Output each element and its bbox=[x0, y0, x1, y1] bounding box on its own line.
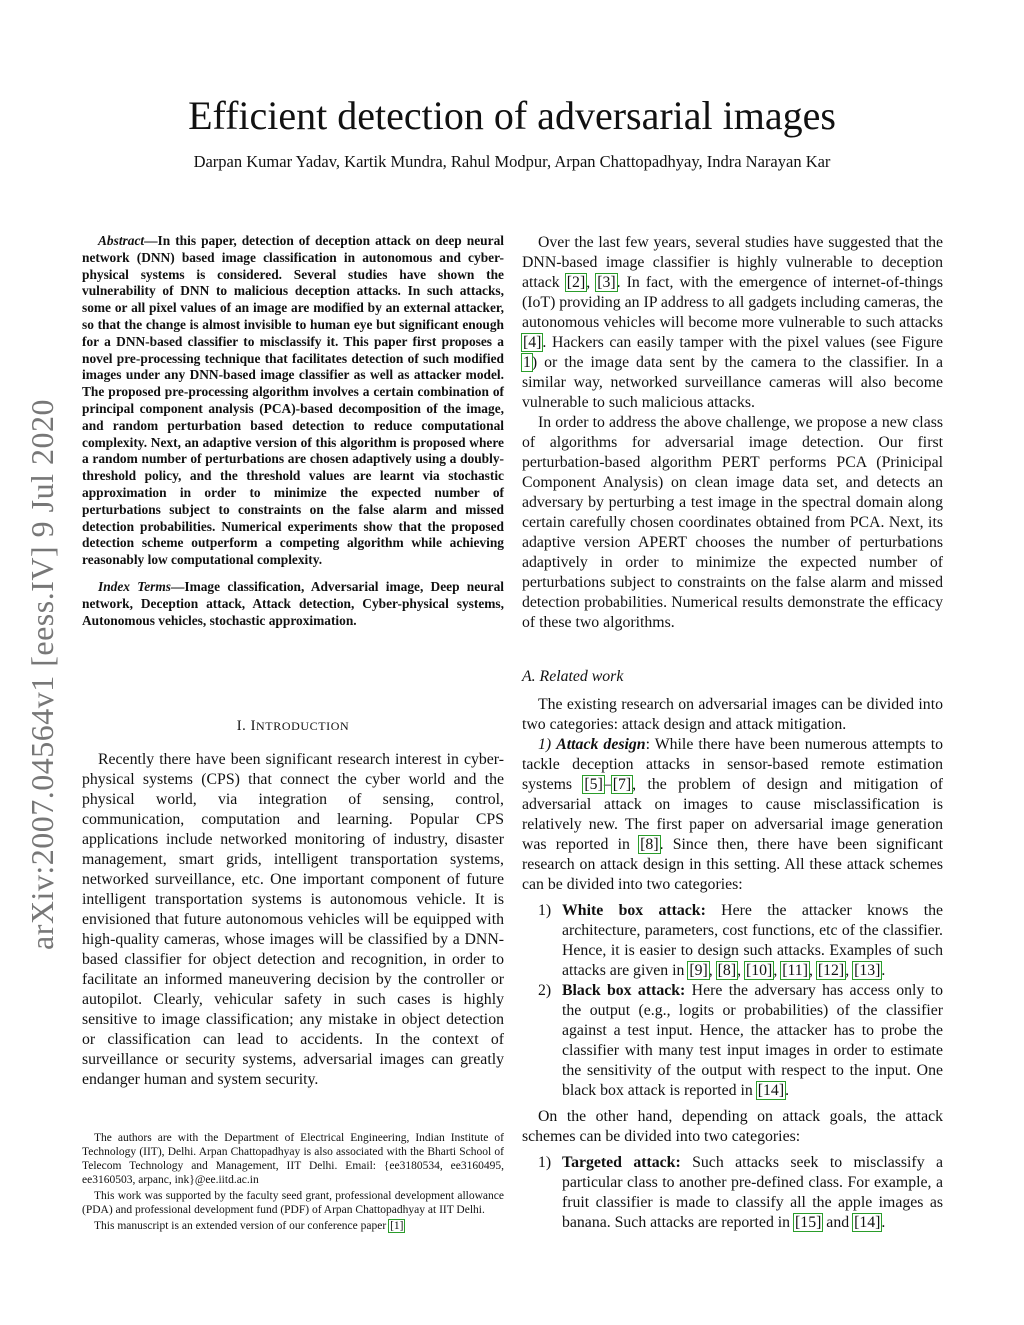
citation-link[interactable]: [10] bbox=[745, 962, 773, 979]
list-item-label: Black box attack: bbox=[562, 982, 686, 999]
citation-link[interactable]: [3] bbox=[597, 274, 616, 291]
related-work-paragraph: The existing research on adversarial images can be divided into two categories: attack design and attack mitigation. bbox=[522, 696, 943, 733]
footnote-conference-text: This manuscript is an extended version of our conference paper bbox=[94, 1220, 390, 1232]
abstract-lead: Abstract bbox=[98, 233, 145, 248]
citation-link[interactable]: [14] bbox=[757, 1082, 785, 1099]
section-heading-initial: I bbox=[250, 718, 257, 734]
text-span: , bbox=[586, 274, 597, 291]
attack-type-list bbox=[522, 901, 943, 1101]
footnotes bbox=[82, 1131, 504, 1235]
text-span: . Since then, there have been significant research on attack design in this setting. All these attack schemes can be divided into two categories: bbox=[522, 836, 943, 893]
citation-link[interactable]: [8] bbox=[640, 836, 659, 853]
list-number: 1) bbox=[538, 1154, 552, 1171]
section-number: I. bbox=[236, 718, 251, 734]
text-span: and bbox=[822, 1214, 854, 1231]
list-number: 2) bbox=[538, 982, 552, 999]
list-item-label: Targeted attack: bbox=[562, 1154, 681, 1171]
attack-design-paragraph bbox=[522, 735, 943, 895]
intro-paragraph-vulnerability bbox=[522, 233, 943, 413]
left-column-abstract bbox=[82, 233, 504, 629]
citation-link[interactable]: [11] bbox=[782, 962, 808, 979]
section-heading-introduction bbox=[82, 718, 504, 735]
introduction-paragraph: Recently there have been significant research interest in cyber-physical systems (CPS) that connect the cyber world and the physical world, via integration of sensing, control, communication, computation and learning. Popular CPS applications include networked monitoring of industry, disaster management, smart grids, intelligent transportation systems, networked surveillance, etc. One important component of future intelligent transportation systems is autonomous vehicle. It is envisioned that future autonomous vehicles will be equipped with high-quality cameras, whose images will be classified by a DNN-based classifier for object detection and recognition, in order to facilitate an informed maneuvering decision by the controller or autopilot. Clearly, vehicular safety in such cases is highly sensitive to image classification; any mistake in object detection or classification can lead to accidents. In the context of surveillance or security systems, adversarial images can greatly endanger human and system security. bbox=[82, 751, 504, 1088]
text-span: ) or the image data sent by the camera to the classifier. In a similar way, networked surveillance cameras will also become vulnerable to such malicious attacks. bbox=[522, 354, 943, 411]
index-terms-lead: Index Terms bbox=[98, 578, 171, 594]
index-terms bbox=[82, 579, 504, 629]
attack-goals-paragraph: On the other hand, depending on attack goals, the attack schemes can be divided into two categories: bbox=[522, 1108, 943, 1145]
text-span: : While there have been numerous attempts to tackle deception attacks in sensor-based remote estimation systems bbox=[522, 736, 944, 793]
abstract-text: —In this paper, detection of deception attack on deep neural network (DNN) based image classification in autonomous and cyber-physical systems is considered. Several studies have shown the vulnerability of DNN to malicious deception attacks. In such attacks, some or all pixel values of an image are modified by an external attacker, so that the change is almost invisible to human eye but significant enough for a DNN-based classifier to misclassify it. This paper first proposes a novel pre-processing technique that facilitates detection of such modified images under any DNN-based image classifier as well as attacker model. The proposed pre-processing algorithm involves a certain combination of principal component analysis (PCA)-based decomposition of the image, and random perturbation based detection to reduce computational complexity. Next, an adaptive version of this algorithm is proposed where a random number of perturbations are chosen adaptively using a doubly-threshold policy, and the threshold values are learnt via stochastic approximation in order to minimize the expected number of perturbations subject to constraints on the false alarm and missed detection probabilities. Numerical experiments show that the proposed detection scheme outperform a competing algorithm while achieving reasonably low computational complexity. bbox=[82, 233, 504, 568]
text-span: Such attacks seek to misclassify a particular class to another pre-defined class. For example, a fruit classifier is made to classify all the apple images as banana. Such attacks are reported in bbox=[562, 1154, 943, 1231]
list-item: 1) Targeted attack: Such attacks seek to misclassify a particular class to another pre-defined class. For example, a fruit classifier is made to classify all the apple images as banana. Such attacks are reported in [15] and [14]. bbox=[538, 1154, 943, 1231]
intro-paragraph-proposal: In order to address the above challenge, we propose a new class of algorithms for adversarial image detection. Our first perturbation-based algorithm PERT performs PCA (Prinicipal Component Analysis) on clean image data set, and detects an adversary by perturbing a test image in the spectral domain along certain carefully chosen coordinates obtained from PCA. Next, its adaptive version APERT chooses the number of perturbations adaptively in order to minimize the expected number of perturbations subject to constraints on the false alarm and missed detection probabilities. Numerical results demonstrate the efficacy of these two algorithms. bbox=[522, 414, 943, 631]
text-span: Here the adversary has access only to the output (e.g., logits or probabilities) of the classifier against a test input. Hence, the attacker has to probe the classifier with many test input images in order to estimate the sensitivity of the output with respect to the input. One black box attack is reported in bbox=[562, 982, 943, 1099]
text-span: – bbox=[603, 776, 612, 793]
list-item: 1) White box attack: Here the attacker knows the architecture, parameters, cost functions, etc of the classifier. Hence, it is easier to design such attacks. Examples of such attacks are given in [9], [8], [10], [11], [12], [13]. bbox=[538, 902, 943, 979]
arxiv-identifier: arXiv:2007.04564v1 [eess.IV] 9 Jul 2020 bbox=[24, 399, 60, 950]
citation-link[interactable]: [15] bbox=[795, 1214, 822, 1231]
citation-link[interactable]: [5] bbox=[584, 776, 603, 793]
footnote-affiliation: The authors are with the Department of Electrical Engineering, Indian Institute of Technology (IIT), Delhi. Arpan Chattopadhyay is also associated with the Bharti School of Telecom Technology and Management, IIT Delhi. Email: {ee3180534, ee3160495, ee3160503, arpanc, ink}@ee.iitd.ac.in bbox=[82, 1132, 504, 1186]
introduction-body bbox=[82, 750, 504, 1090]
text-span: , the problem of design and mitigation of adversarial attack on images to cause misclassification is relatively new. The first paper on adversarial image generation was reported in bbox=[522, 776, 943, 853]
subsection-heading-related-work: A. Related work bbox=[522, 668, 624, 685]
citation-link[interactable]: [2] bbox=[566, 274, 586, 291]
citation-link[interactable]: [4] bbox=[523, 334, 542, 351]
subsubsection-label: Attack design bbox=[556, 736, 646, 753]
citation-link[interactable]: [12] bbox=[817, 962, 845, 979]
citation-link[interactable]: [13] bbox=[854, 962, 881, 979]
author-list: Darpan Kumar Yadav, Kartik Mundra, Rahul Modpur, Arpan Chattopadhyay, Indra Narayan Kar bbox=[193, 152, 831, 171]
citation-link[interactable]: [14] bbox=[854, 1214, 881, 1231]
paper-title: Efficient detection of adversarial images bbox=[188, 93, 836, 138]
subsubsection-number: 1) bbox=[538, 736, 557, 753]
attack-goal-list bbox=[522, 1153, 943, 1233]
text-span: Here the attacker knows the architecture, parameters, cost functions, etc of the classifier. Hence, it is easier to design such attacks. Examples of such attacks are given in bbox=[562, 902, 943, 979]
abstract bbox=[82, 233, 504, 569]
citation-link[interactable]: [8] bbox=[717, 962, 737, 979]
section-heading-rest: NTRODUCTION bbox=[256, 719, 350, 733]
footnote-conference bbox=[82, 1219, 504, 1233]
index-terms-text: —Image classification, Adversarial image, Deep neural network, Deception attack, Attack detection, Cyber-physical systems, Autonomous vehicles, stochastic approximation. bbox=[82, 578, 504, 628]
text-span: . In fact, with the emergence of internet-of-things (IoT) providing an IP address to all gadgets including cameras, the autonomous vehicles will become more vulnerable to such attacks bbox=[522, 274, 943, 331]
figure-link[interactable]: 1 bbox=[523, 354, 531, 371]
text-span: . Hackers can easily tamper with the pixel values (see Figure bbox=[542, 334, 943, 351]
text-span: Over the last few years, several studies have suggested that the DNN-based image classifier is highly vulnerable to deception attack bbox=[522, 234, 943, 291]
list-item-label: White box attack: bbox=[562, 902, 706, 919]
list-number: 1) bbox=[538, 902, 552, 919]
footnote-funding: This work was supported by the faculty seed grant, professional development allowance (PDA) and professional development fund (PDF) of Arpan Chattopadhyay at IIT Delhi. bbox=[82, 1190, 504, 1216]
list-item: 2) Black box attack: Here the adversary has access only to the output (e.g., logits or probabilities) of the classifier against a test input. Hence, the attacker has to probe the classifier with many test input images in order to estimate the sensitivity of the output with respect to the input. One black box attack is reported in [14]. bbox=[538, 982, 943, 1099]
citation-link[interactable]: [7] bbox=[612, 776, 632, 793]
right-column bbox=[522, 233, 943, 1233]
citation-link[interactable]: [1] bbox=[390, 1220, 404, 1232]
citation-link[interactable]: [9] bbox=[689, 962, 708, 979]
